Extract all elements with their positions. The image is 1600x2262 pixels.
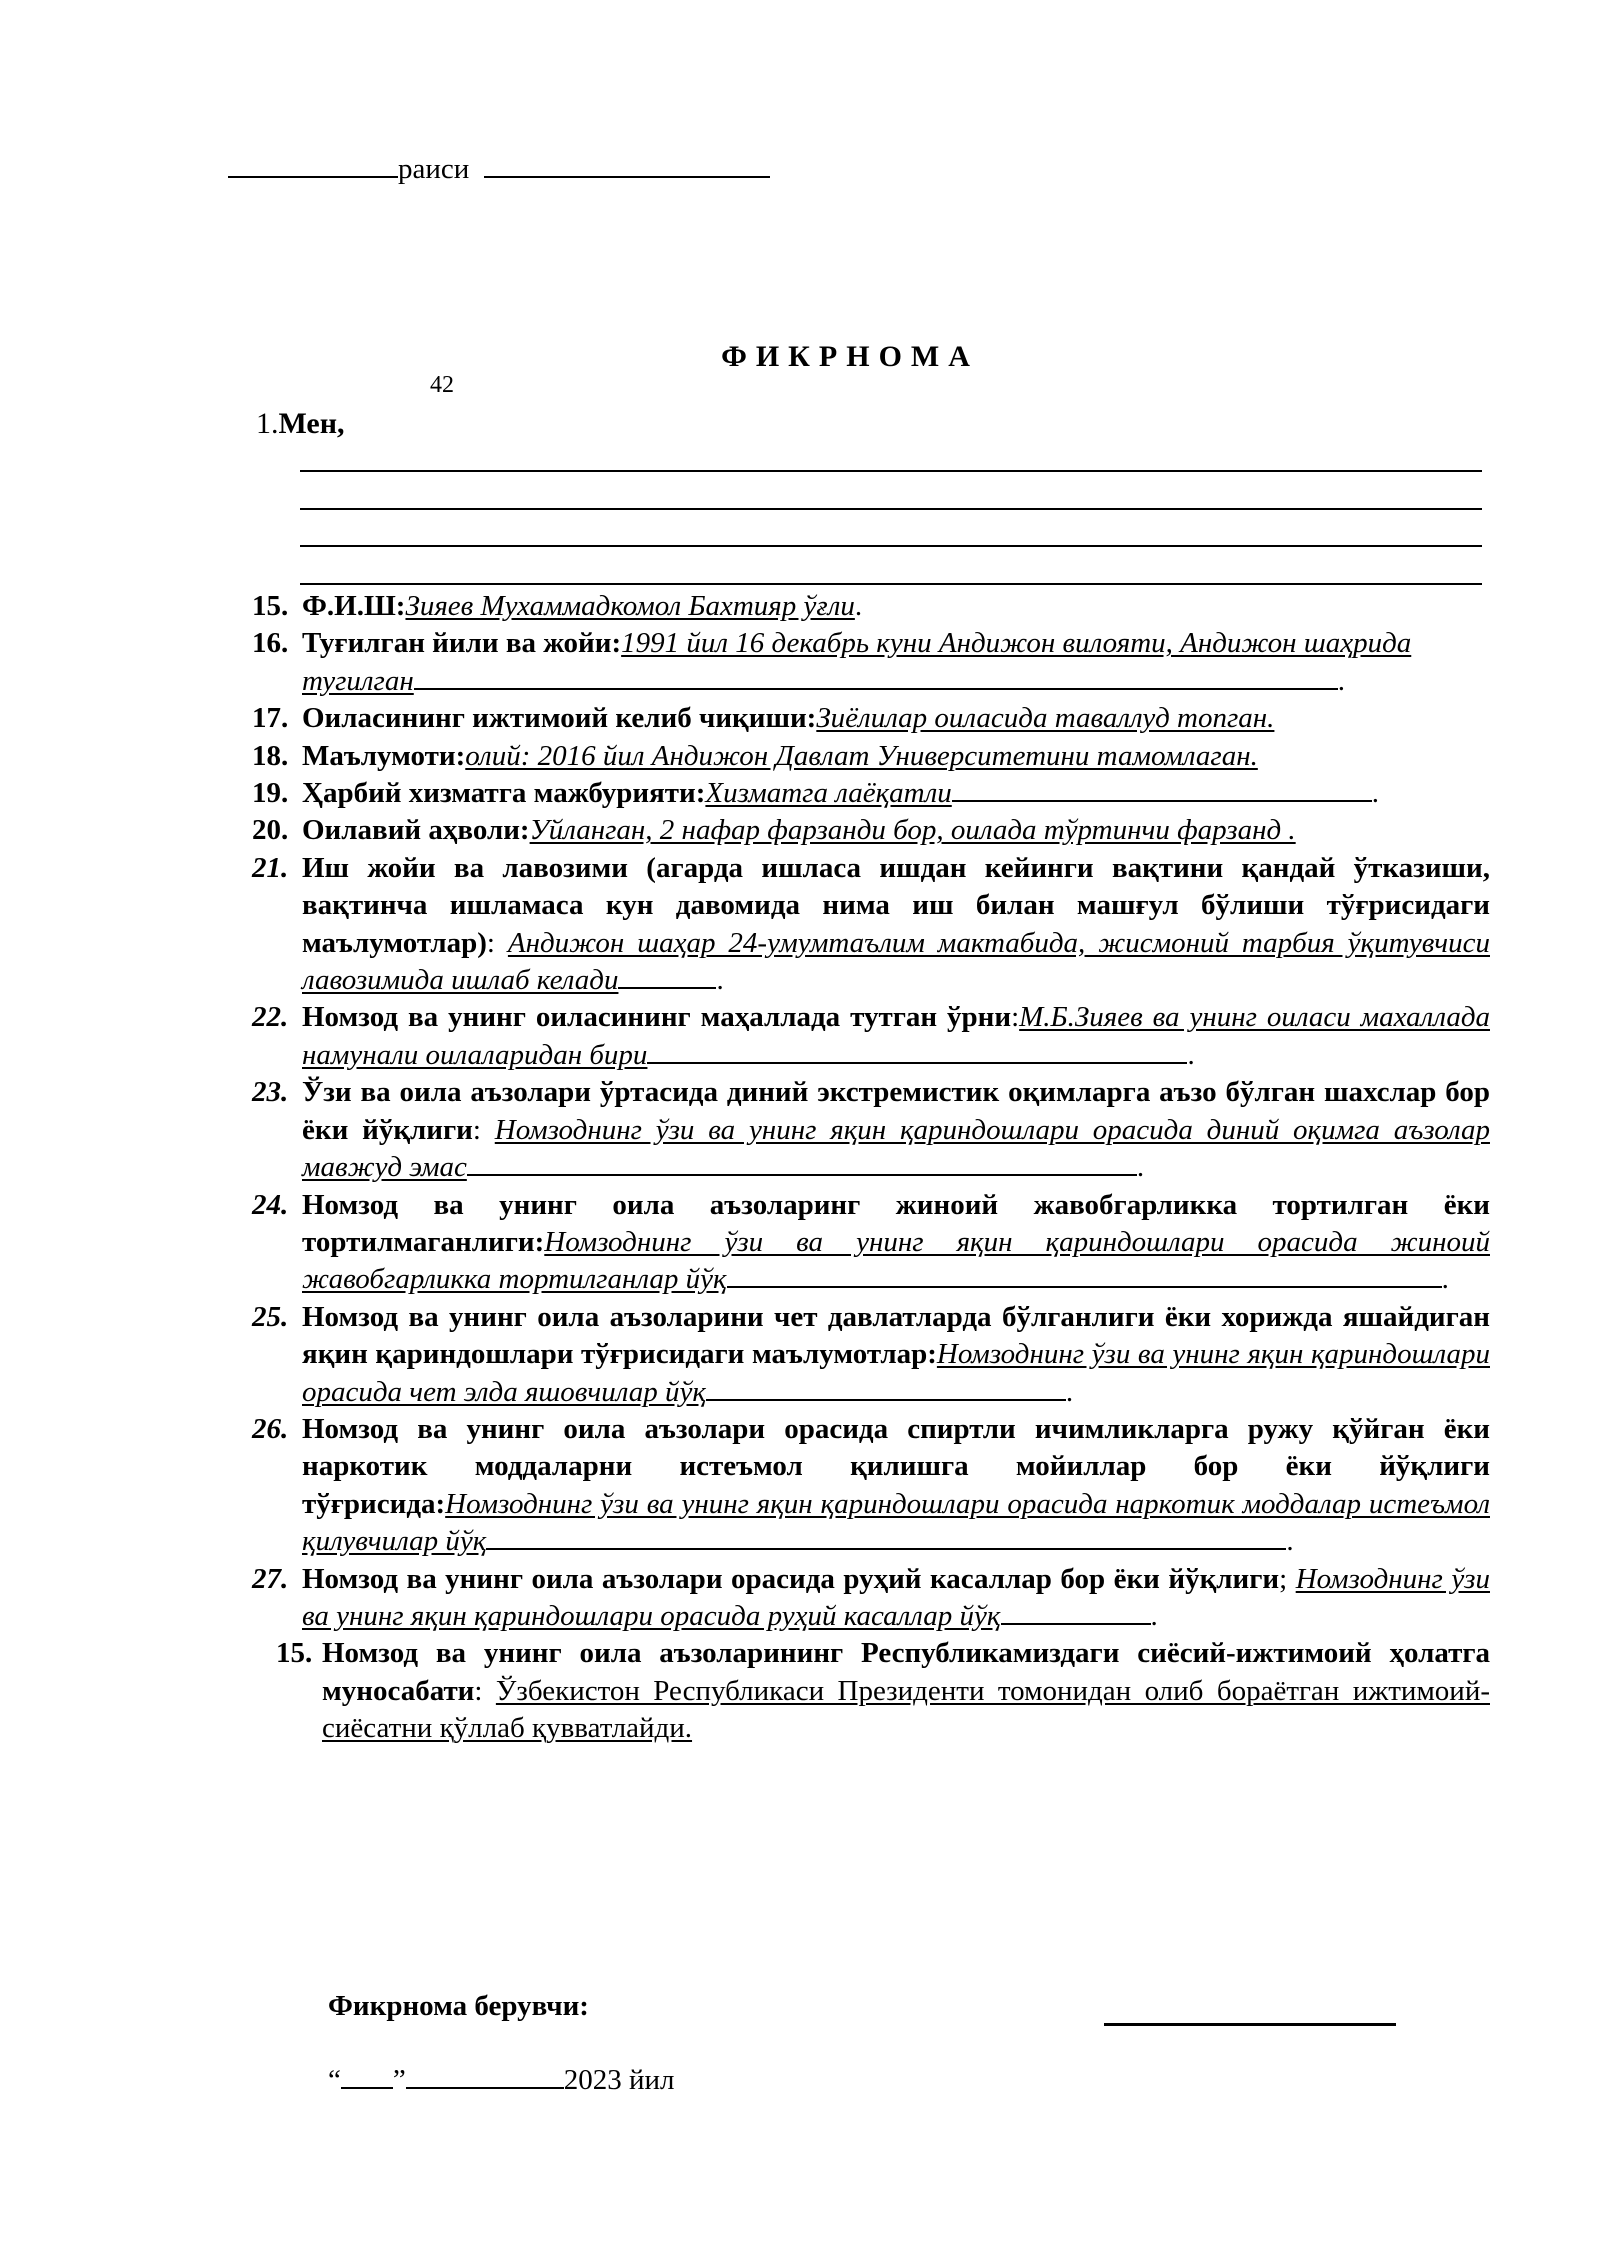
item-26 bbox=[252, 1411, 1490, 1561]
item-label: Номзод ва унинг оила аъзоларининг Республикамиздаги сиёсий-ижтимоий ҳолатга муносабати bbox=[322, 1637, 1490, 1707]
page-number: 42 bbox=[430, 372, 454, 398]
item-tail: . bbox=[1150, 1599, 1158, 1632]
month-field[interactable] bbox=[406, 2063, 564, 2089]
item-number: 27. bbox=[252, 1562, 289, 1595]
item-23 bbox=[252, 1074, 1490, 1186]
item-19 bbox=[252, 775, 1490, 812]
date-year: 2023 йил bbox=[563, 2064, 675, 2096]
item-17 bbox=[252, 700, 1490, 737]
item-number: 15. bbox=[252, 590, 289, 622]
item-27 bbox=[252, 1561, 1490, 1636]
item-separator: : bbox=[486, 926, 508, 959]
item-label: Номзод ва унинг оила аъзолари орасида руҳий касаллар бор ёки йўқлиги bbox=[302, 1562, 1280, 1595]
blank-rule-2[interactable] bbox=[300, 508, 1482, 510]
item-label: Ўзи ва оила аъзолари ўртасида диний экстремистик оқимларга аъзо бўлган шахслар бор ёки йўқлиги bbox=[302, 1076, 1490, 1146]
item-answer[interactable]: олий: 2016 йил Андижон Давлат Университетини тамомлаган. bbox=[465, 739, 1258, 772]
item-label: Маълумоти: bbox=[302, 739, 466, 772]
item-label: Номзод ва унинг оила аъзоларини чет давлатларда бўлганлиги ёки хорижда яшайдиган яқин қариндошлари тўғрисидаги маълумотлар: bbox=[302, 1300, 1490, 1371]
blank-organization[interactable] bbox=[228, 152, 398, 178]
item-21 bbox=[252, 850, 1490, 1000]
item-answer[interactable]: Номзоднинг ўзи ва унинг яқин қариндошлари орасида чет элда яшовчилар йўқ bbox=[302, 1338, 1490, 1408]
fill-line bbox=[952, 778, 1372, 802]
item-tail: . bbox=[1286, 1525, 1294, 1558]
item-22 bbox=[252, 999, 1490, 1074]
questionnaire-items bbox=[252, 588, 1490, 1748]
close-quote: ” bbox=[392, 2064, 406, 2096]
fill-line bbox=[1001, 1601, 1151, 1625]
item-20 bbox=[252, 812, 1490, 849]
item-number: 17. bbox=[252, 702, 289, 735]
item-label: Оилавий аҳволи: bbox=[302, 814, 530, 847]
document-title: ФИКРНОМА bbox=[721, 340, 979, 373]
item-label: Ҳарбий хизматга мажбурияти: bbox=[302, 777, 706, 810]
item-answer[interactable]: 1991 йил 16 декабрь куни Андижон вилояти, Андижон шаҳрида bbox=[621, 627, 1412, 660]
item-answer[interactable]: Зияев Мухаммадкомол Бахтияр ўғли bbox=[405, 590, 855, 622]
open-quote: “ bbox=[328, 2064, 341, 2096]
item-tail: . bbox=[1187, 1038, 1195, 1071]
item-number: 25. bbox=[252, 1300, 289, 1333]
item-number: 23. bbox=[252, 1076, 289, 1109]
fill-line bbox=[727, 1264, 1442, 1288]
item-answer-continued[interactable]: тугилган bbox=[302, 664, 414, 697]
item-number: 24. bbox=[252, 1188, 289, 1221]
item-label: Ф.И.Ш: bbox=[302, 590, 406, 622]
fill-line bbox=[414, 666, 1338, 690]
item-answer[interactable]: Ўзбекистон Республикаси Президенти томонидан олиб бораётган ижтимоий-сиёсатни қўллаб қувватлайди. bbox=[322, 1674, 1490, 1745]
raisi-label: раиси bbox=[398, 153, 470, 185]
item-answer[interactable]: Номзоднинг ўзи ва унинг яқин қариндошлари орасида жиноий жавобгарликка тортилганлар йўқ bbox=[302, 1225, 1490, 1296]
item-15 bbox=[252, 588, 1490, 625]
signature-field[interactable] bbox=[1104, 2023, 1396, 2026]
date-line bbox=[328, 2063, 675, 2097]
chairman-line bbox=[228, 152, 770, 186]
item-number: 19. bbox=[252, 777, 289, 810]
item-separator: : bbox=[474, 1674, 496, 1707]
item-label: Иш жойи ва лавозими (агарда ишласа ишдан кейинги вақтини қандай ўтказиши, вақтинча ишламаса кун давомида нима иш билан машғул бўлиши тўғрисидаги маълумотлар) bbox=[302, 851, 1490, 959]
item-number: 16. bbox=[252, 627, 289, 660]
item-15-political-attitude bbox=[276, 1635, 1490, 1747]
item-answer[interactable]: Номзоднинг ўзи ва унинг яқин қариндошлари орасида наркотик моддалар истеъмол қилувчилар йўқ bbox=[302, 1487, 1490, 1558]
item-number: 15. bbox=[276, 1637, 313, 1670]
item-16 bbox=[252, 625, 1490, 700]
item-24 bbox=[252, 1187, 1490, 1299]
intro-label: Мен, bbox=[278, 407, 345, 440]
item-25 bbox=[252, 1299, 1490, 1411]
item-number: 20. bbox=[252, 814, 289, 847]
item-answer[interactable]: Хизматга лаёқатли bbox=[705, 777, 952, 810]
item-label: Номзод ва унинг оила аъзоларинг жиноий жавобгарликка тортилган ёки тортилмаганлиги: bbox=[302, 1188, 1490, 1258]
item-answer[interactable]: Зиёлилар оиласида таваллуд топган. bbox=[816, 702, 1275, 735]
item-label: Номзод ва унинг оила аъзолари орасида спиртли ичимликларга ружу қўйган ёки наркотик моддаларни истеъмол қилишга мойиллар бор ёки йўқлиги тўғрисида: bbox=[302, 1412, 1490, 1520]
item-tail: . bbox=[716, 964, 724, 997]
fill-line bbox=[647, 1040, 1187, 1064]
item-label: Оиласининг ижтимоий келиб чиқиши: bbox=[302, 702, 817, 735]
item-number: 26. bbox=[252, 1412, 289, 1445]
item-separator: : bbox=[1011, 1001, 1020, 1034]
fill-line bbox=[706, 1377, 1066, 1401]
item-answer[interactable]: Андижон шаҳар 24-умумтаълим мактабида, жисмоний тарбия ўқитувчиси лавозимида ишлаб келади bbox=[302, 926, 1490, 997]
item-answer[interactable]: Номзоднинг ўзи ва унинг яқин қариндошлари орасида руҳий касаллар йўқ bbox=[302, 1562, 1490, 1632]
blank-rule-3[interactable] bbox=[300, 545, 1482, 547]
item-number: 21. bbox=[252, 851, 289, 884]
day-field[interactable] bbox=[341, 2063, 393, 2089]
item-tail: . bbox=[1371, 777, 1380, 810]
fill-line bbox=[618, 965, 716, 989]
fill-line bbox=[486, 1526, 1286, 1550]
intro-line bbox=[256, 407, 345, 441]
item-tail: . bbox=[1136, 1151, 1145, 1184]
item-separator: ; bbox=[1279, 1562, 1296, 1595]
item-tail: . bbox=[1441, 1263, 1449, 1296]
item-tail: . bbox=[1065, 1375, 1074, 1408]
item-answer[interactable]: Уйланган, 2 нафар фарзанди бор, оилада тўртинчи фарзанд . bbox=[529, 814, 1296, 847]
item-label: Номзод ва унинг оиласининг маҳаллада тутган ўрни bbox=[302, 1001, 1012, 1034]
item-separator: : bbox=[472, 1113, 495, 1146]
item-answer[interactable]: Номзоднинг ўзи ва унинг яқин қариндошлари орасида диний оқимга аъзолар мавжуд эмас bbox=[302, 1113, 1490, 1184]
blank-rule-1[interactable] bbox=[300, 470, 1482, 472]
item-tail: . bbox=[854, 590, 863, 622]
item-18 bbox=[252, 738, 1490, 775]
item-number: 22. bbox=[252, 1001, 289, 1034]
signer-label: Фикрнома берувчи: bbox=[328, 1990, 589, 2022]
item-number: 18. bbox=[252, 739, 289, 772]
blank-chairman-name[interactable] bbox=[484, 152, 770, 178]
item-answer[interactable]: М.Б.Зияев ва унинг оиласи махаллада намунали оилаларидан бири bbox=[302, 1001, 1490, 1071]
intro-number: 1. bbox=[256, 407, 279, 440]
item-tail: . bbox=[1337, 664, 1346, 697]
item-label: Туғилган йили ва жойи: bbox=[302, 627, 622, 660]
blank-rule-4[interactable] bbox=[300, 583, 1482, 585]
fill-line bbox=[467, 1152, 1137, 1176]
